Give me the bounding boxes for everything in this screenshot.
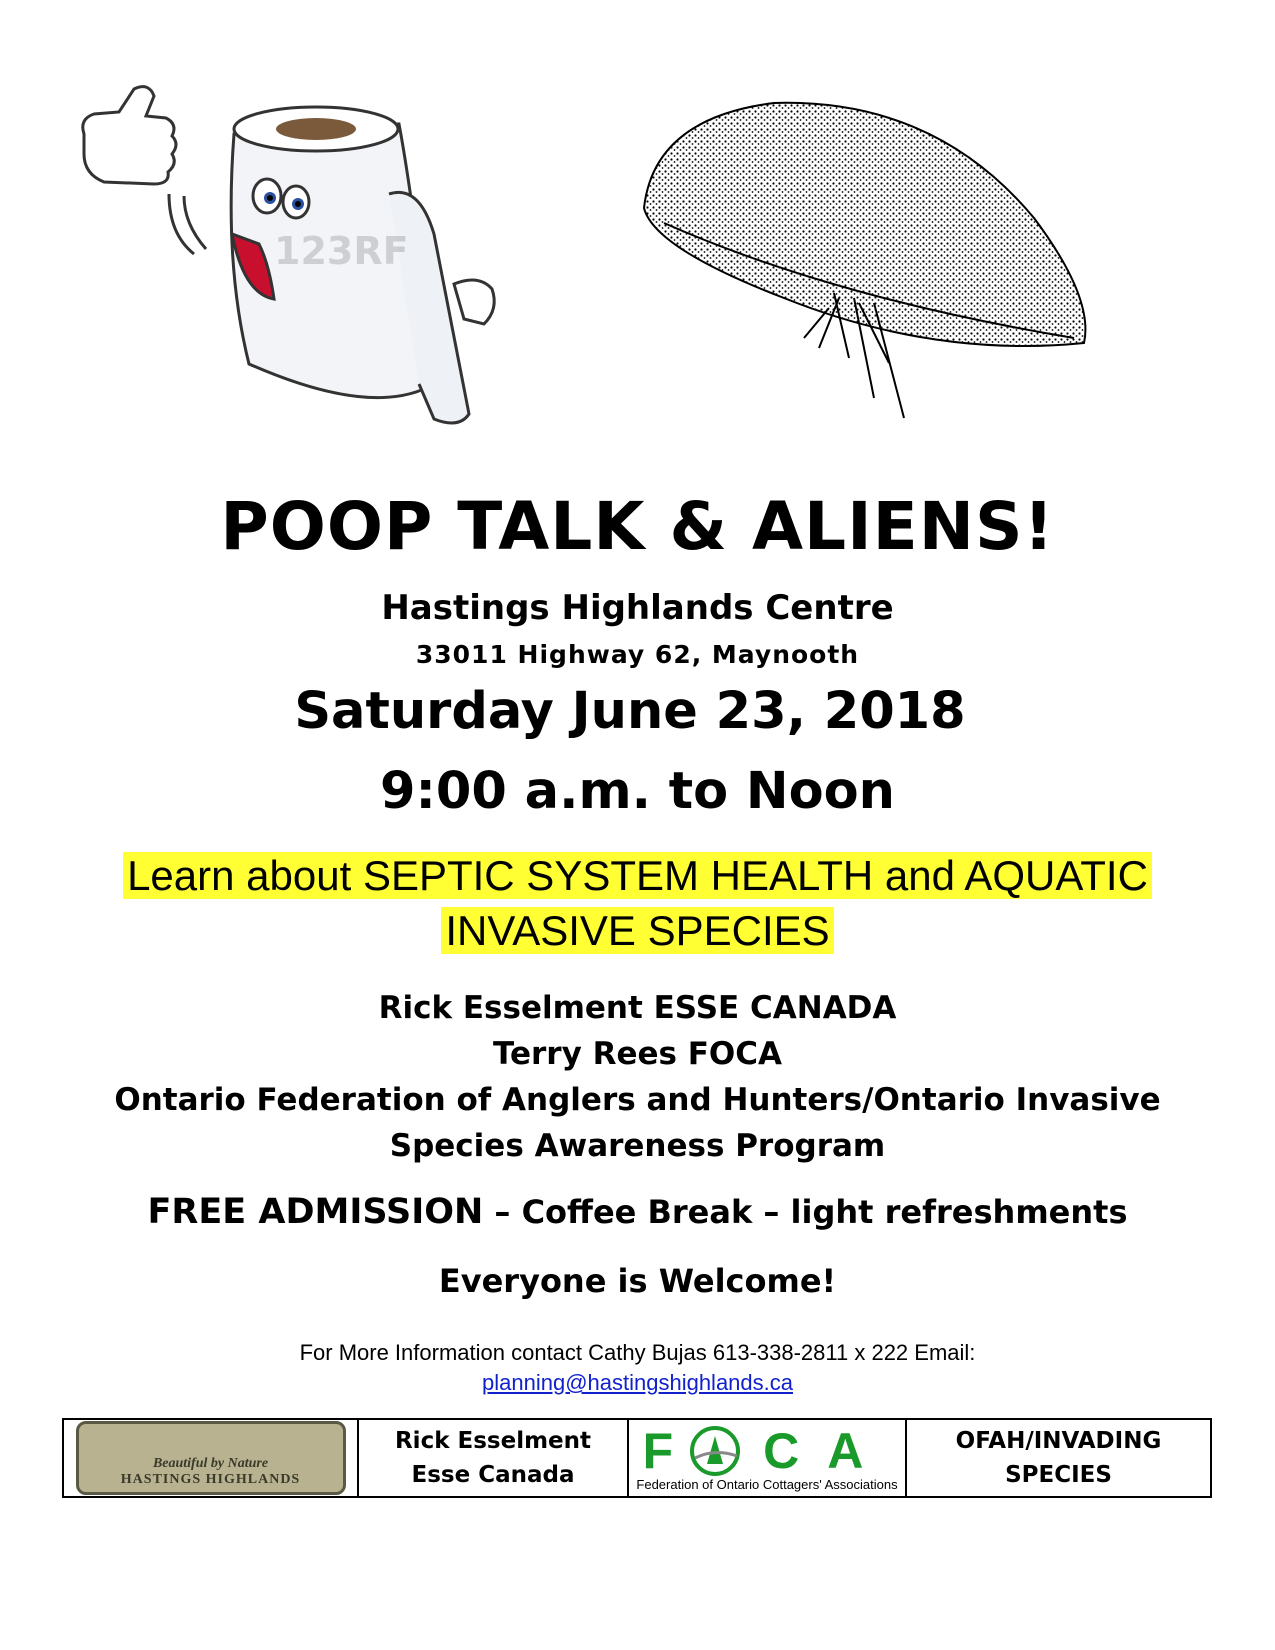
- hh-name: HASTINGS HIGHLANDS: [120, 1472, 301, 1487]
- foca-tree-icon: [685, 1426, 745, 1476]
- learn-line-2: INVASIVE SPECIES: [441, 907, 833, 954]
- speaker-line: Rick Esselment ESSE CANADA: [378, 990, 897, 1026]
- contact-text: For More Information contact Cathy Bujas 613-338-2811 x 222 Email:: [299, 1340, 976, 1365]
- speaker-line: Ontario Federation of Anglers and Hunters/Ontario Invasive: [114, 1082, 1161, 1118]
- foca-logo: [643, 1424, 892, 1478]
- speaker-line: Terry Rees FOCA: [492, 1036, 783, 1072]
- venue-address: 33011 Highway 62, Maynooth: [415, 640, 860, 669]
- hh-tagline: Beautiful by Nature: [152, 1456, 269, 1471]
- event-date: Saturday June 23, 2018: [294, 682, 966, 741]
- foca-logo-cell: [629, 1420, 907, 1496]
- speakers-list: [0, 985, 1275, 1169]
- esse-canada-cell: [359, 1420, 629, 1496]
- learn-line-1: Learn about SEPTIC SYSTEM HEALTH and AQUATIC: [123, 852, 1152, 899]
- esse-line-1: Rick Esselment: [394, 1428, 592, 1454]
- event-time: 9:00 a.m. to Noon: [380, 762, 895, 821]
- hastings-highlands-logo-cell: [64, 1420, 359, 1496]
- contact-info: [0, 1338, 1275, 1398]
- watermark-text: 123RF: [274, 229, 409, 273]
- hastings-highlands-logo: [76, 1421, 346, 1495]
- zebra-mussel-image: [634, 98, 1094, 428]
- event-title: POOP TALK & ALIENS!: [220, 488, 1055, 565]
- free-admission: FREE ADMISSION: [147, 1192, 484, 1232]
- toilet-paper-cartoon-image: [74, 84, 504, 434]
- learn-about-highlight: [0, 848, 1275, 958]
- contact-email-link[interactable]: planning@hastingshighlands.ca: [482, 1370, 793, 1395]
- ofah-cell: [907, 1420, 1210, 1496]
- venue-name: Hastings Highlands Centre: [381, 588, 894, 628]
- welcome-text: Everyone is Welcome!: [438, 1262, 837, 1300]
- admission-line: [0, 1192, 1275, 1232]
- sponsor-table: [62, 1418, 1212, 1498]
- foca-letter-f: F: [642, 1423, 702, 1479]
- speaker-line: Species Awareness Program: [389, 1128, 886, 1164]
- foca-subtitle: Federation of Ontario Cottagers' Associations: [636, 1477, 898, 1492]
- esse-line-2: Esse Canada: [411, 1462, 575, 1488]
- ofah-line-2: SPECIES: [1005, 1462, 1112, 1488]
- foca-letters-ca: CA: [763, 1423, 892, 1479]
- ofah-line-1: OFAH/INVADING: [955, 1428, 1162, 1454]
- admission-details: – Coffee Break – light refreshments: [483, 1193, 1128, 1231]
